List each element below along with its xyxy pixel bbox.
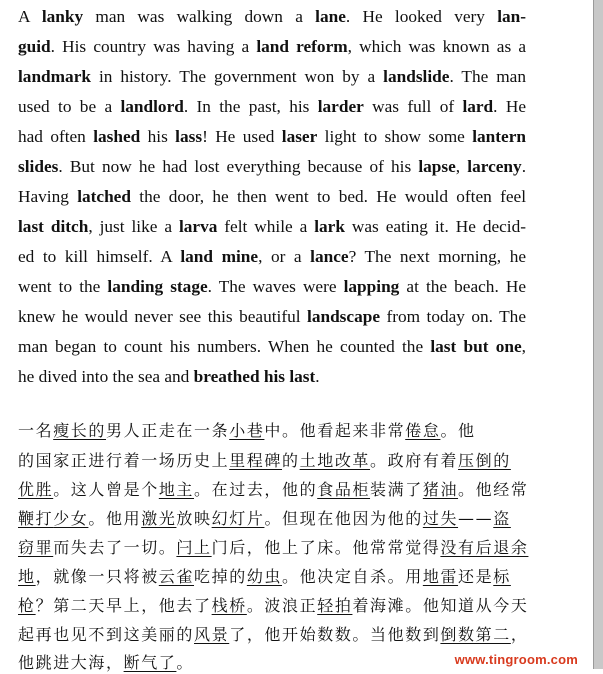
text-run: 。他经常 bbox=[458, 480, 529, 499]
text-run: his bbox=[140, 127, 176, 146]
text-run: man was walking down a bbox=[83, 7, 316, 26]
vocab-word: lance bbox=[310, 247, 349, 266]
chinese-line bbox=[18, 479, 529, 501]
text-run: 放映 bbox=[176, 509, 212, 528]
text-run: 了，他开始数数。当他数到 bbox=[229, 625, 441, 644]
translated-vocab: 过失 bbox=[422, 509, 459, 528]
vocab-word: lashed bbox=[93, 127, 141, 146]
text-run: 而失去了一切。 bbox=[53, 538, 177, 557]
text-run: felt while a bbox=[217, 217, 315, 236]
text-run: A bbox=[18, 7, 42, 26]
text-run: 。 bbox=[176, 653, 195, 672]
text-run: 一名 bbox=[18, 421, 54, 440]
vocab-word: land reform bbox=[256, 37, 348, 56]
english-line bbox=[18, 216, 526, 238]
english-line bbox=[18, 36, 526, 58]
text-run: 男人正走在一条 bbox=[106, 421, 230, 440]
chinese-line bbox=[18, 537, 529, 559]
vocab-word: larceny bbox=[467, 157, 522, 176]
text-run: 着海滩。他知道从今天 bbox=[352, 596, 529, 615]
vocab-word: slides bbox=[18, 157, 59, 176]
translated-vocab: 云雀 bbox=[158, 567, 195, 586]
text-run: went to the bbox=[18, 277, 108, 296]
chinese-line bbox=[18, 508, 526, 530]
vocab-word: lark bbox=[314, 217, 345, 236]
text-run: 吃掉的 bbox=[194, 567, 247, 586]
text-run: in history. The government won by a bbox=[90, 67, 384, 86]
text-run: 门后，他上了床。他常常觉得 bbox=[211, 538, 441, 557]
text-run: used to be a bbox=[18, 97, 121, 116]
text-run: ？第二天早上，他去了 bbox=[35, 596, 212, 615]
vocab-word: lapse bbox=[418, 157, 456, 176]
text-run: ? The next morning, he bbox=[348, 247, 527, 266]
chinese-line bbox=[18, 624, 529, 646]
text-run: 的 bbox=[282, 451, 300, 470]
scrollbar-edge[interactable] bbox=[593, 0, 603, 669]
translated-vocab: 地雷 bbox=[422, 567, 459, 586]
chinese-line bbox=[18, 450, 526, 472]
text-run: , bbox=[455, 157, 468, 176]
translated-vocab: 栈桥 bbox=[211, 596, 247, 615]
vocab-word: landmark bbox=[18, 67, 91, 86]
vocab-word: landlord bbox=[120, 97, 184, 116]
translated-vocab: 里程碑 bbox=[229, 451, 283, 470]
translated-vocab: 幻灯片 bbox=[211, 509, 265, 528]
text-run: man began to count his numbers. When he counted the bbox=[18, 337, 431, 356]
english-line bbox=[18, 6, 526, 28]
vocab-word: last but one bbox=[430, 337, 522, 356]
vocab-word: larva bbox=[178, 217, 218, 236]
text-run: 。但现在他因为他的 bbox=[264, 509, 423, 528]
text-run: 他跳进大海， bbox=[18, 653, 124, 672]
text-run: . He bbox=[493, 97, 526, 116]
chinese-line bbox=[18, 595, 529, 617]
site-watermark[interactable]: www.tingroom.com bbox=[454, 652, 578, 667]
text-run: 中。他看起来非常 bbox=[264, 421, 406, 440]
text-run: 。他用 bbox=[88, 509, 142, 528]
translated-vocab: 枪 bbox=[18, 596, 36, 615]
translated-vocab: 激光 bbox=[141, 509, 177, 528]
english-line bbox=[18, 336, 526, 358]
english-line bbox=[18, 156, 526, 178]
text-run: , bbox=[521, 337, 526, 356]
english-line bbox=[18, 306, 526, 328]
vocab-word: breathed his last bbox=[193, 367, 316, 386]
text-run: . But now he had lost everything because of his bbox=[58, 157, 419, 176]
vocab-word: lantern bbox=[472, 127, 526, 146]
text-run: , just like a bbox=[88, 217, 179, 236]
text-run: Having bbox=[18, 187, 78, 206]
text-run: ed to kill himself. A bbox=[18, 247, 181, 266]
text-run: knew he would never see this beautiful bbox=[18, 307, 308, 326]
text-run: had often bbox=[18, 127, 94, 146]
english-line bbox=[18, 96, 526, 118]
english-line bbox=[18, 126, 526, 148]
vocab-word: guid bbox=[18, 37, 51, 56]
vocab-word: lan- bbox=[497, 7, 526, 26]
translated-vocab: 压倒的 bbox=[458, 451, 511, 470]
vocab-word: landslide bbox=[383, 67, 450, 86]
translated-vocab: 标 bbox=[493, 567, 511, 586]
text-run: . The man bbox=[449, 67, 526, 86]
text-run: . He looked very bbox=[345, 7, 498, 26]
translated-vocab: 没有后退余 bbox=[440, 538, 529, 557]
translated-vocab: 地主 bbox=[158, 480, 195, 499]
english-line bbox=[18, 186, 526, 208]
text-run: he dived into the sea and bbox=[18, 367, 194, 386]
translated-vocab: 倦怠 bbox=[405, 421, 441, 440]
text-run: . The waves were bbox=[207, 277, 344, 296]
text-run: at the beach. He bbox=[399, 277, 527, 296]
vocab-word: land mine bbox=[180, 247, 259, 266]
english-line bbox=[18, 366, 320, 388]
translated-vocab: 轻拍 bbox=[317, 596, 353, 615]
vocab-word: laser bbox=[281, 127, 318, 146]
text-run: 起再也见不到这美丽的 bbox=[18, 625, 195, 644]
translated-vocab: 小巷 bbox=[229, 421, 265, 440]
chinese-line bbox=[18, 652, 526, 674]
translated-vocab: 猪油 bbox=[422, 480, 459, 499]
text-run: —— bbox=[458, 509, 494, 528]
translated-vocab: 土地改革 bbox=[299, 451, 371, 470]
text-run: from today on. The bbox=[380, 307, 526, 326]
text-run: was eating it. He decid- bbox=[344, 217, 527, 236]
vocab-word: landscape bbox=[307, 307, 380, 326]
vocab-word: lard bbox=[462, 97, 494, 116]
translated-vocab: 幼虫 bbox=[246, 567, 283, 586]
text-run: 。政府有着 bbox=[370, 451, 459, 470]
chinese-line bbox=[18, 420, 526, 442]
text-run: . bbox=[315, 367, 320, 386]
text-run: 。在过去，他的 bbox=[194, 480, 318, 499]
text-run: light to show some bbox=[317, 127, 473, 146]
vocab-word: lane bbox=[315, 7, 346, 26]
text-run: 。他决定自杀。用 bbox=[282, 567, 423, 586]
text-run: . His country was having a bbox=[50, 37, 257, 56]
text-run: 。他 bbox=[440, 421, 476, 440]
text-run: ，就像一只将被 bbox=[35, 567, 159, 586]
vocab-word: last ditch bbox=[18, 217, 89, 236]
text-run: ， bbox=[510, 625, 529, 644]
vocab-word: latched bbox=[77, 187, 131, 206]
translated-vocab: 窃罪 bbox=[18, 538, 54, 557]
text-run: . In the past, his bbox=[183, 97, 318, 116]
vocab-word: lapping bbox=[343, 277, 400, 296]
text-run: ! He used bbox=[202, 127, 282, 146]
translated-vocab: 风景 bbox=[194, 625, 230, 644]
translated-vocab: 食品柜 bbox=[317, 480, 371, 499]
text-run: , or a bbox=[258, 247, 311, 266]
text-run: 装满了 bbox=[370, 480, 423, 499]
translated-vocab: 鞭打 bbox=[18, 509, 54, 528]
text-run: 的国家正进行着一场历史上 bbox=[18, 451, 230, 470]
translated-vocab: 地 bbox=[18, 567, 36, 586]
translated-vocab: 优胜 bbox=[18, 480, 54, 499]
vocab-word: landing stage bbox=[107, 277, 208, 296]
translated-vocab: 少女 bbox=[53, 509, 89, 528]
text-run: . bbox=[521, 157, 527, 176]
vocab-word: larder bbox=[317, 97, 364, 116]
text-run: the door, he then went to bed. He would often feel bbox=[130, 187, 526, 206]
english-line bbox=[18, 276, 526, 298]
vocab-word: lass bbox=[175, 127, 203, 146]
english-line bbox=[18, 246, 526, 268]
text-run: , which was known as a bbox=[347, 37, 526, 56]
translated-vocab: 闩上 bbox=[176, 538, 212, 557]
text-run: 。波浪正 bbox=[246, 596, 318, 615]
translated-vocab: 倒数第二 bbox=[440, 625, 511, 644]
translated-vocab: 盗 bbox=[493, 509, 511, 528]
translated-vocab: 瘦长的 bbox=[53, 421, 107, 440]
text-run: 还是 bbox=[458, 567, 494, 586]
text-run: was full of bbox=[363, 97, 463, 116]
chinese-line bbox=[18, 566, 526, 588]
text-run: 。这人曾是个 bbox=[53, 480, 159, 499]
english-line bbox=[18, 66, 526, 88]
vocab-word: lanky bbox=[41, 7, 84, 26]
translated-vocab: 断气了 bbox=[123, 653, 177, 672]
